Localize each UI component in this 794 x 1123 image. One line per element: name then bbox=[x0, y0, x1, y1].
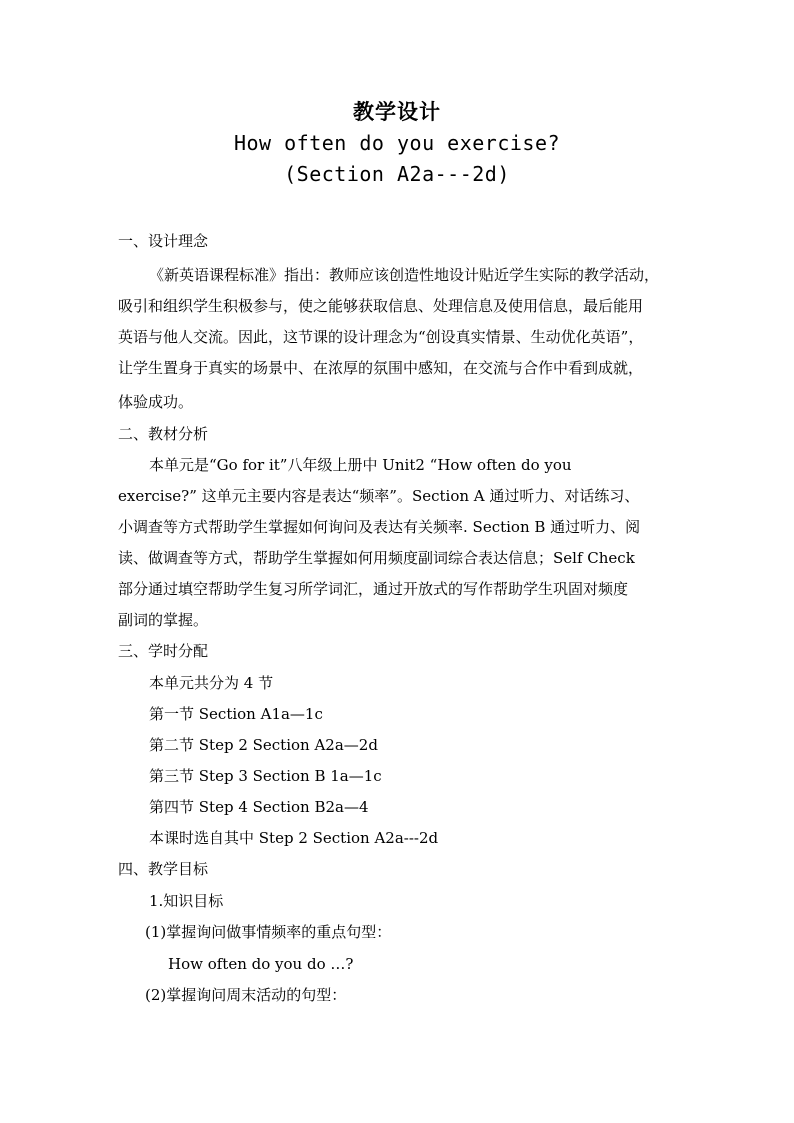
schedule-line: 第四节 Step 4 Section B2a—4 bbox=[149, 798, 369, 816]
page-title: 教学设计 bbox=[353, 99, 441, 124]
paragraph-line: 吸引和组织学生积极参与，使之能够获取信息、处理信息及使用信息，最后能用 bbox=[118, 297, 644, 315]
paragraph-line: 让学生置身于真实的场景中、在浓厚的氛围中感知，在交流与合作中看到成就， bbox=[118, 359, 644, 377]
schedule-line: 第二节 Step 2 Section A2a—2d bbox=[149, 736, 378, 754]
section-heading-teaching-goals: 四、教学目标 bbox=[118, 860, 209, 878]
schedule-line: 本课时选自其中 Step 2 Section A2a---2d bbox=[149, 829, 439, 847]
paragraph-line: 英语与他人交流。因此，这节课的设计理念为“创设真实情景、生动优化英语”， bbox=[118, 328, 644, 346]
paragraph-line: 《新英语课程标准》指出：教师应该创造性地设计贴近学生实际的教学活动， bbox=[149, 266, 660, 284]
schedule-line: 第三节 Step 3 Section B 1a—1c bbox=[149, 767, 382, 785]
lesson-title: How often do you exercise? bbox=[233, 131, 561, 155]
paragraph-line: 读、做调查等方式，帮助学生掌握如何用频度副词综合表达信息；Self Check bbox=[118, 549, 635, 567]
paragraph-line: 体验成功。 bbox=[118, 393, 194, 411]
section-heading-design-concept: 一、设计理念 bbox=[118, 232, 209, 250]
goal-subitem: (2)掌握询问周末活动的句型： bbox=[145, 986, 347, 1004]
goal-item: 1.知识目标 bbox=[149, 892, 224, 910]
paragraph-line: 小调查等方式帮助学生掌握如何询问及表达有关频率. Section B 通过听力、阅 bbox=[118, 518, 641, 536]
paragraph-line: exercise?” 这单元主要内容是表达“频率”。Section A 通过听力、对话练习、 bbox=[118, 487, 640, 505]
section-heading-material-analysis: 二、教材分析 bbox=[118, 425, 209, 443]
schedule-line: 本单元共分为 4 节 bbox=[149, 674, 274, 692]
example-sentence: How often do you do …? bbox=[168, 955, 354, 973]
section-heading-class-hours: 三、学时分配 bbox=[118, 642, 209, 660]
paragraph-line: 副词的掌握。 bbox=[118, 611, 209, 629]
paragraph-line: 部分通过填空帮助学生复习所学词汇，通过开放式的写作帮助学生巩固对频度 bbox=[118, 580, 629, 598]
lesson-section: (Section A2a---2d) bbox=[284, 162, 510, 186]
paragraph-line: 本单元是“Go for it”八年级上册中 Unit2 “How often do you bbox=[149, 456, 572, 474]
goal-subitem: (1)掌握询问做事情频率的重点句型： bbox=[145, 923, 392, 941]
schedule-line: 第一节 Section A1a—1c bbox=[149, 705, 323, 723]
